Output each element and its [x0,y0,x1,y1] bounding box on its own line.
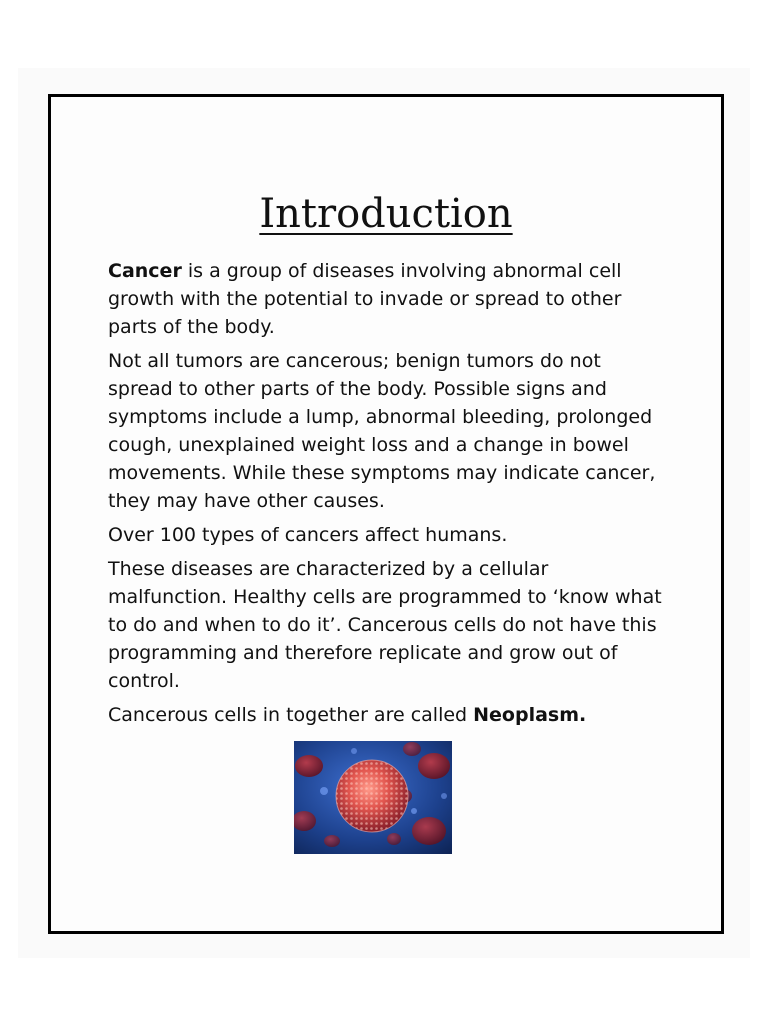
paragraph-3: Over 100 types of cancers affect humans. [108,524,508,546]
page-title [51,191,721,237]
paragraph-1-text: is a group of diseases involving abnormal cell growth with the potential to invade or spread to other parts of the body. [108,260,622,338]
cancer-cell-image [294,741,452,854]
body-text [108,257,668,735]
paragraph-1 [108,257,668,341]
title-text: Introduction [259,191,513,237]
paragraph-2: Not all tumors are cancerous; benign tumors do not spread to other parts of the body. Possible signs and symptoms include a lump, abnormal bleeding, prolonged cough, unexplained weight loss and a change in bowel movements. While these symptoms may indicate cancer, they may have other causes. [108,350,656,512]
page-border-frame [48,94,724,934]
paragraph-5-text: Cancerous cells in together are called [108,704,474,726]
term-cancer: Cancer [108,260,182,282]
term-neoplasm: Neoplasm. [473,704,587,726]
paragraph-5 [108,701,668,729]
paragraph-4: These diseases are characterized by a cellular malfunction. Healthy cells are programmed to ‘know what to do and when to do it’. Cancerous cells do not have this programming and therefore replicate and grow out of control. [108,558,662,692]
